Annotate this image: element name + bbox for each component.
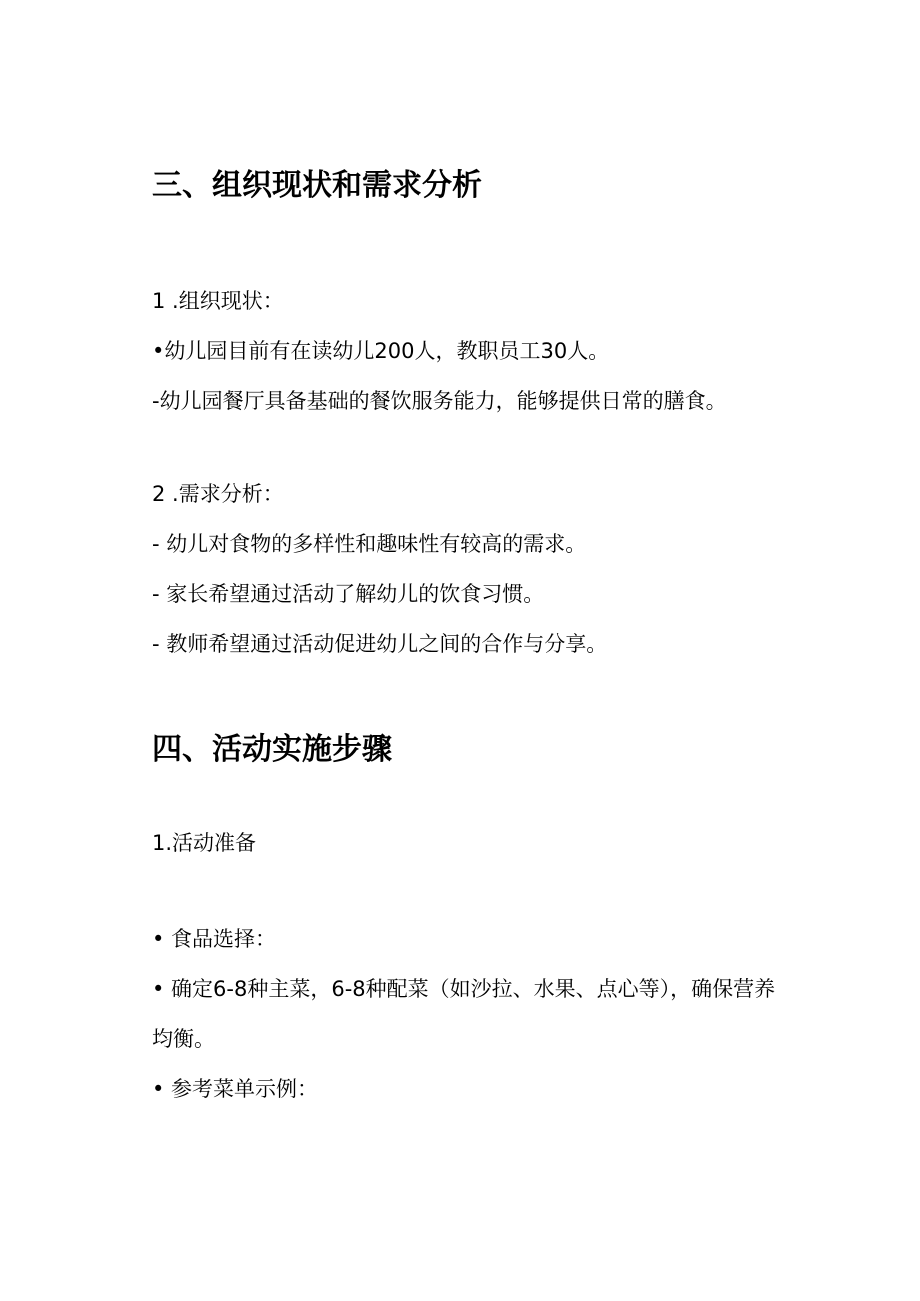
list-item-children-need: - 幼儿对食物的多样性和趣味性有较高的需求。 <box>152 532 587 556</box>
subsection-activity-prep-title: 1.活动准备 <box>152 831 257 855</box>
subsection-org-status-title: 1 .组织现状： <box>152 289 284 313</box>
list-item-dish-count: • 确定6-8种主菜，6-8种配菜（如沙拉、水果、点心等），确保营养 <box>152 977 776 1001</box>
list-item-parents-need: - 家长希望通过活动了解幼儿的饮食习惯。 <box>152 582 545 606</box>
list-item-teachers-need: - 教师希望通过活动促进幼儿之间的合作与分享。 <box>152 632 608 656</box>
list-item-food-selection: • 食品选择： <box>152 927 277 951</box>
subsection-needs-analysis-title: 2 .需求分析： <box>152 482 284 506</box>
list-item-menu-example: • 参考菜单示例： <box>152 1077 319 1101</box>
list-item-canteen-capacity: -幼儿园餐厅具备基础的餐饮服务能力，能够提供日常的膳食。 <box>152 389 727 413</box>
section-3-heading: 三、组织现状和需求分析 <box>152 168 482 203</box>
section-4-heading: 四、活动实施步骤 <box>152 732 392 767</box>
list-item-enrollment: •幼儿园目前有在读幼儿200人，教职员工30人。 <box>152 339 610 363</box>
list-item-dish-count-continued: 均衡。 <box>152 1027 215 1051</box>
